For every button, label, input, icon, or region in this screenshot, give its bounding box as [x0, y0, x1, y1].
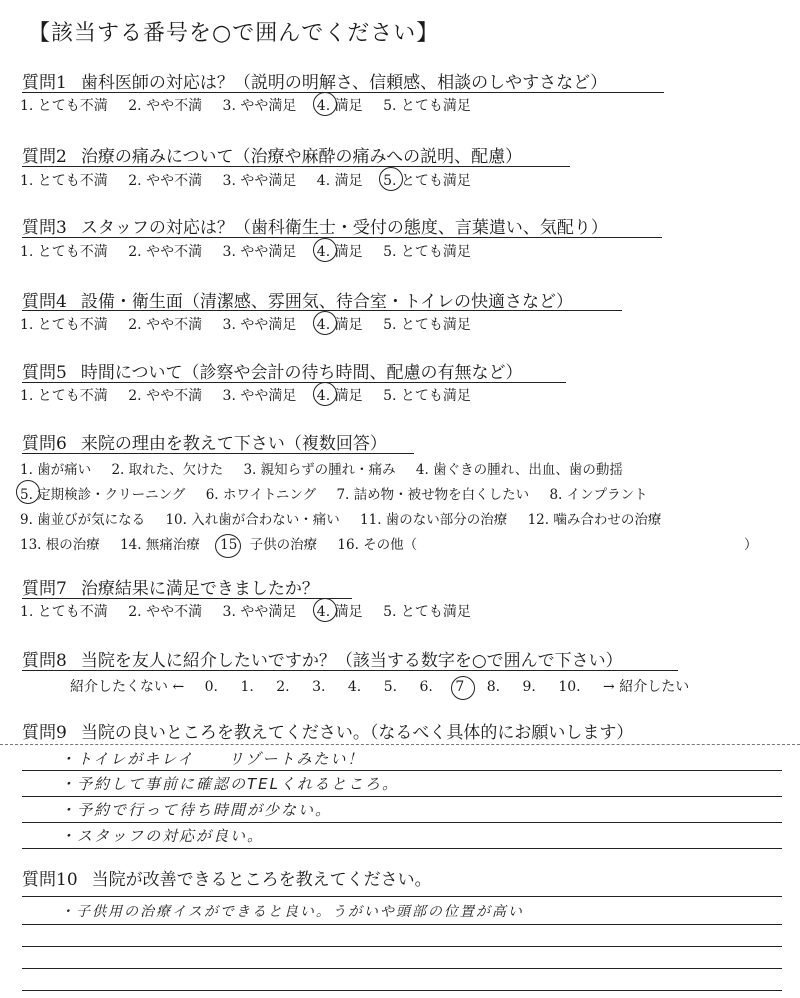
q1-option-1[interactable]: 1. とても不満: [20, 98, 108, 114]
q6-option-2[interactable]: 2. 取れた、欠けた: [111, 462, 224, 478]
q8-option-1[interactable]: 1.: [240, 679, 254, 695]
q7-options: [20, 601, 487, 621]
q9-answer-2: ・予約して事前に確認のTELくれるところ。: [60, 775, 399, 793]
underline: [22, 598, 352, 599]
q6-option-10[interactable]: 10. 入れ歯が合わない・痛い: [165, 512, 340, 528]
q8-option-9[interactable]: 9.: [522, 679, 536, 695]
q8-option-0[interactable]: 0.: [204, 679, 218, 695]
q4-option-5[interactable]: 5. とても満足: [383, 317, 471, 333]
q1-option-2[interactable]: 2. やや不満: [128, 98, 203, 114]
q8-option-8[interactable]: 8.: [486, 679, 501, 695]
q6-option-1[interactable]: 1. 歯が痛い: [20, 462, 92, 478]
q6-option-13[interactable]: 13. 根の治療: [20, 537, 100, 553]
q5-option-1[interactable]: 1. とても不満: [20, 388, 108, 404]
question-9: 質問9 当院の良いところを教えてください。（なるべく具体的にお願いします）: [22, 723, 634, 743]
answer-line: [22, 924, 782, 925]
q5-options: [20, 385, 487, 405]
question-5: 質問5 時間について（診察や会計の待ち時間、配慮の有無など）: [22, 363, 523, 383]
q5-option-4-selected[interactable]: 4. 満足: [317, 385, 363, 405]
q1-options: [20, 95, 487, 115]
q6-option-4[interactable]: 4. 歯ぐきの腫れ、出血、歯の動揺: [415, 462, 623, 478]
q6-option-15-label: 子供の治療: [249, 537, 318, 553]
q7-option-3[interactable]: 3. やや満足: [222, 604, 297, 620]
q3-option-2[interactable]: 2. やや不満: [128, 244, 203, 260]
underline: [22, 166, 570, 167]
q8-option-5[interactable]: 5.: [383, 679, 398, 695]
underline: [22, 237, 662, 238]
q8-left-label: 紹介したくない ←: [70, 679, 185, 695]
q9-answer-1: ・トイレがキレイ リゾートみたい！: [60, 750, 365, 768]
q6-option-6[interactable]: 6. ホワイトニング: [205, 487, 317, 503]
q8-option-6[interactable]: 6.: [419, 679, 433, 695]
q5-option-2[interactable]: 2. やや不満: [128, 388, 203, 404]
answer-line: [22, 770, 782, 771]
underline: [22, 382, 566, 383]
q7-option-5[interactable]: 5. とても満足: [383, 604, 471, 620]
q6-option-12[interactable]: 12. 噛み合わせの治療: [527, 512, 662, 528]
q9-answer-4: ・スタッフの対応が良い。: [60, 827, 265, 845]
question-2: 質問2 治療の痛みについて（治療や麻酔の痛みへの説明、配慮）: [22, 147, 523, 167]
q7-option-1[interactable]: 1. とても不満: [20, 604, 108, 620]
question-7: 質問7 治療結果に満足できましたか？: [22, 579, 319, 599]
q4-option-3[interactable]: 3. やや満足: [222, 317, 297, 333]
q2-option-2[interactable]: 2. やや不満: [128, 173, 203, 189]
q6-option-7[interactable]: 7. 詰め物・被せ物を白くしたい: [336, 487, 530, 503]
q3-option-5[interactable]: 5. とても満足: [383, 244, 471, 260]
q8-option-3[interactable]: 3.: [312, 679, 326, 695]
q3-option-4-selected[interactable]: 4. 満足: [317, 241, 363, 261]
underline: [22, 670, 678, 671]
q6-option-9[interactable]: 9. 歯並びが気になる: [20, 512, 146, 528]
q6-options-row-1: [20, 458, 639, 478]
q8-option-2[interactable]: 2.: [276, 679, 290, 695]
q1-option-3[interactable]: 3. やや満足: [222, 98, 297, 114]
answer-line: [22, 822, 782, 823]
q7-option-2[interactable]: 2. やや不満: [128, 604, 203, 620]
q2-option-1[interactable]: 1. とても不満: [20, 173, 108, 189]
q4-option-2[interactable]: 2. やや不満: [128, 317, 203, 333]
q3-option-1[interactable]: 1. とても不満: [20, 244, 108, 260]
q6-options-row-3: [20, 508, 677, 528]
question-10: 質問10 当院が改善できるところを教えてください。: [22, 870, 432, 890]
q8-option-10[interactable]: 10.: [558, 679, 581, 695]
q5-option-3[interactable]: 3. やや満足: [222, 388, 297, 404]
question-4: 質問4 設備・衛生面（清潔感、雰囲気、待合室・トイレの快適さなど）: [22, 292, 573, 312]
q5-option-5[interactable]: 5. とても満足: [383, 388, 471, 404]
q2-option-4[interactable]: 4. 満足: [316, 173, 363, 189]
q6-option-3[interactable]: 3. 親知らずの腫れ・痛み: [243, 462, 396, 478]
q3-option-3[interactable]: 3. やや満足: [222, 244, 297, 260]
page-title: 【該当する番号を○で囲んでください】: [28, 21, 440, 46]
underline: [22, 453, 414, 454]
answer-line: [22, 990, 782, 991]
divider: [0, 744, 800, 745]
q4-option-4-selected[interactable]: 4. 満足: [317, 314, 363, 334]
q8-option-7-selected[interactable]: 7: [455, 679, 465, 695]
q3-options: [20, 241, 487, 261]
q10-answer-1: ・子供用の治療イスができると良い。うがいや頭部の位置が高い: [60, 904, 524, 920]
q6-option-11[interactable]: 11. 歯のない部分の治療: [360, 512, 508, 528]
q8-right-label: → 紹介したい: [603, 679, 690, 695]
question-8: 質問8 当院を友人に紹介したいですか？（該当する数字を○で囲んで下さい）: [22, 651, 623, 671]
q6-option-14[interactable]: 14. 無痛治療: [120, 537, 200, 553]
q8-option-4[interactable]: 4.: [347, 679, 362, 695]
q6-options-row-2: [20, 483, 664, 503]
q6-option-16[interactable]: 16. その他（: [337, 537, 418, 553]
answer-line: [22, 848, 782, 849]
answer-line: [22, 968, 782, 969]
q6-option-8[interactable]: 8. インプラント: [549, 487, 648, 503]
q6-option-5-selected[interactable]: 5. 定期検診・クリーニング: [20, 483, 185, 503]
q4-options: [20, 314, 487, 334]
underline: [22, 92, 664, 93]
q6-options-row-4: [20, 533, 433, 553]
q2-options: [20, 170, 487, 190]
q7-option-4-selected[interactable]: 4. 満足: [317, 601, 363, 621]
question-3: 質問3 スタッフの対応は？（歯科衛生士・受付の態度、言葉遣い、気配り）: [22, 218, 608, 238]
answer-line: [22, 796, 782, 797]
question-6: 質問6 来院の理由を教えて下さい（複数回答）: [22, 434, 387, 454]
q2-option-3[interactable]: 3. やや満足: [222, 173, 297, 189]
question-1: 質問1 歯科医師の対応は？（説明の明解さ、信頼感、相談のしやすさなど）: [22, 73, 608, 93]
q1-option-5[interactable]: 5. とても満足: [383, 98, 471, 114]
q6-other-close: ）: [744, 537, 758, 553]
q1-option-4-selected[interactable]: 4. 満足: [317, 95, 363, 115]
answer-line: [22, 896, 782, 897]
q6-option-15-selected[interactable]: 15: [220, 537, 238, 553]
q4-option-1[interactable]: 1. とても不満: [20, 317, 108, 333]
q2-option-5-selected[interactable]: 5. とても満足: [383, 170, 471, 190]
q8-scale: [70, 676, 705, 696]
q9-answer-3: ・予約で行って待ち時間が少ない。: [60, 801, 333, 819]
answer-line: [22, 946, 782, 947]
